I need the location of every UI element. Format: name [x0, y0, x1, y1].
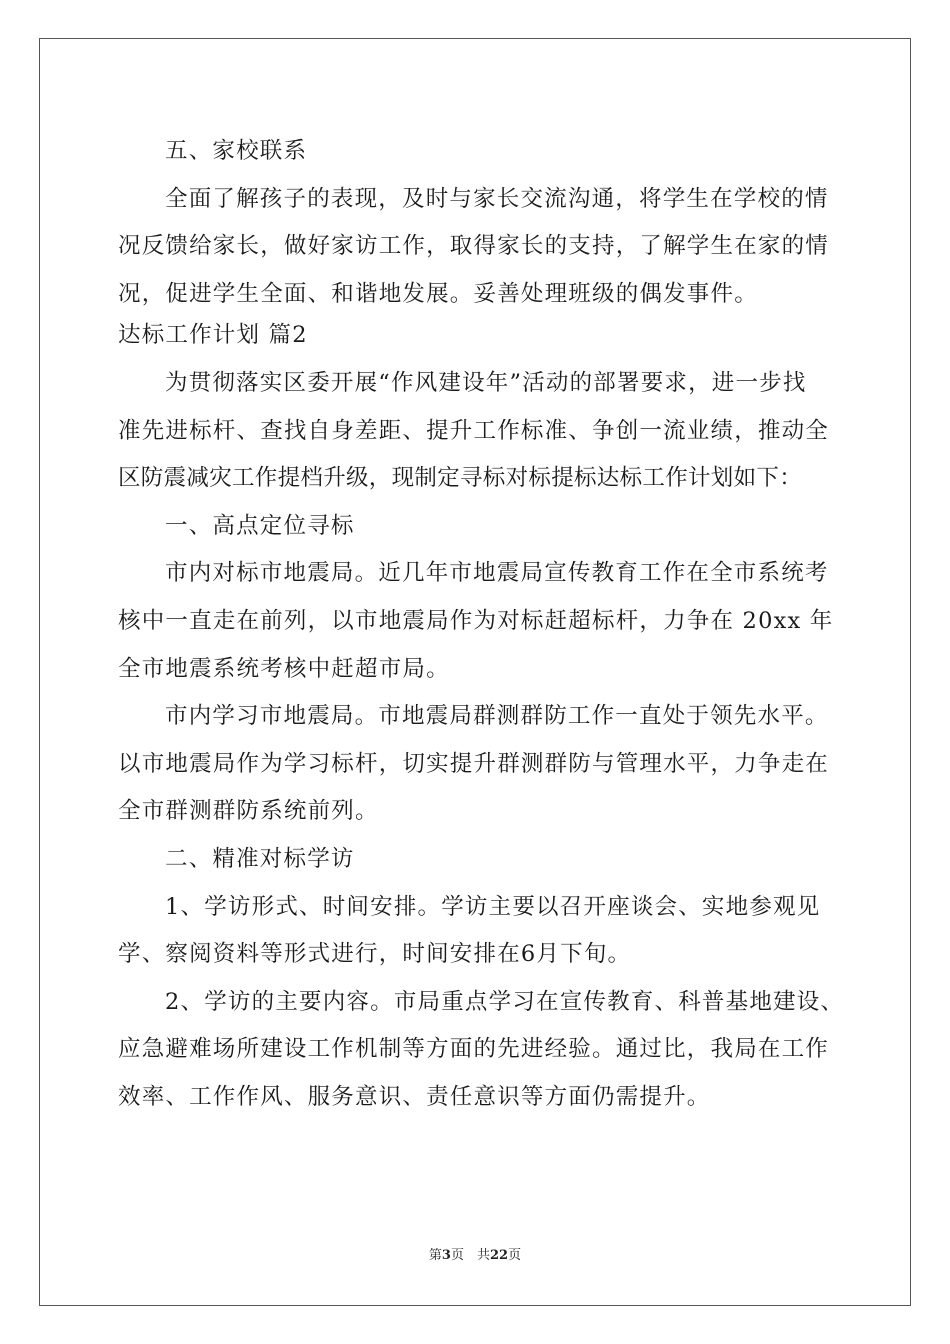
article-heading: 达标工作计划 篇2: [118, 322, 308, 349]
paragraph-line: 应急避难场所建设工作机制等方面的先进经验。通过比，我局在工作: [118, 1036, 830, 1063]
paragraph-line: 市内对标市地震局。近几年市地震局宣传教育工作在全市系统考: [165, 560, 829, 587]
footer-prefix: 第: [428, 1248, 442, 1263]
total-page-number: 22: [489, 1248, 509, 1263]
paragraph-line: 核中一直走在前列，以市地震局作为对标赶超标杆，力争在 20xx 年: [118, 607, 834, 634]
paragraph-line: 区防震减灾工作提档升级，现制定寻标对标提标达标工作计划如下：: [118, 465, 803, 492]
current-page-number: 3: [441, 1248, 451, 1263]
paragraph-line: 学、察阅资料等形式进行，时间安排在6月下旬。: [118, 941, 632, 968]
paragraph-line: 准先进标杆、查找自身差距、提升工作标准、争创一流业绩，推动全: [118, 417, 830, 444]
document-body: [118, 128, 845, 1121]
paragraph-line: 效率、工作作风、服务意识、责任意识等方面仍需提升。: [118, 1083, 711, 1110]
section-heading: 一、高点定位寻标: [165, 512, 355, 539]
footer-suffix: 页: [508, 1248, 522, 1263]
paragraph-line: 况，促进学生全面、和谐地发展。妥善处理班级的偶发事件。: [118, 280, 758, 307]
paragraph-line: 况反馈给家长，做好家访工作，取得家长的支持，了解学生在家的情: [118, 233, 830, 260]
paragraph-line: 全市地震系统考核中赶超市局。: [118, 655, 450, 682]
paragraph-line: 为贯彻落实区委开展“作风建设年”活动的部署要求，进一步找: [165, 369, 807, 396]
section-heading: 五、家校联系: [165, 138, 308, 164]
paragraph-line: 1、学访形式、时间安排。学访主要以召开座谈会、实地参观见: [165, 893, 821, 920]
paragraph-line: 市内学习市地震局。市地震局群测群防工作一直处于领先水平。: [165, 703, 829, 730]
page-footer: [0, 1244, 950, 1263]
footer-mid: 页 共: [450, 1248, 490, 1263]
section-heading: 二、精准对标学访: [165, 845, 355, 872]
paragraph-line: 全市群测群防系统前列。: [118, 798, 379, 825]
paragraph-line: 2、学访的主要内容。市局重点学习在宣传教育、科普基地建设、: [165, 988, 845, 1015]
paragraph-line: 以市地震局作为学习标杆，切实提升群测群防与管理水平，力争走在: [118, 750, 830, 777]
paragraph-line: 全面了解孩子的表现，及时与家长交流沟通，将学生在学校的情: [165, 185, 829, 212]
